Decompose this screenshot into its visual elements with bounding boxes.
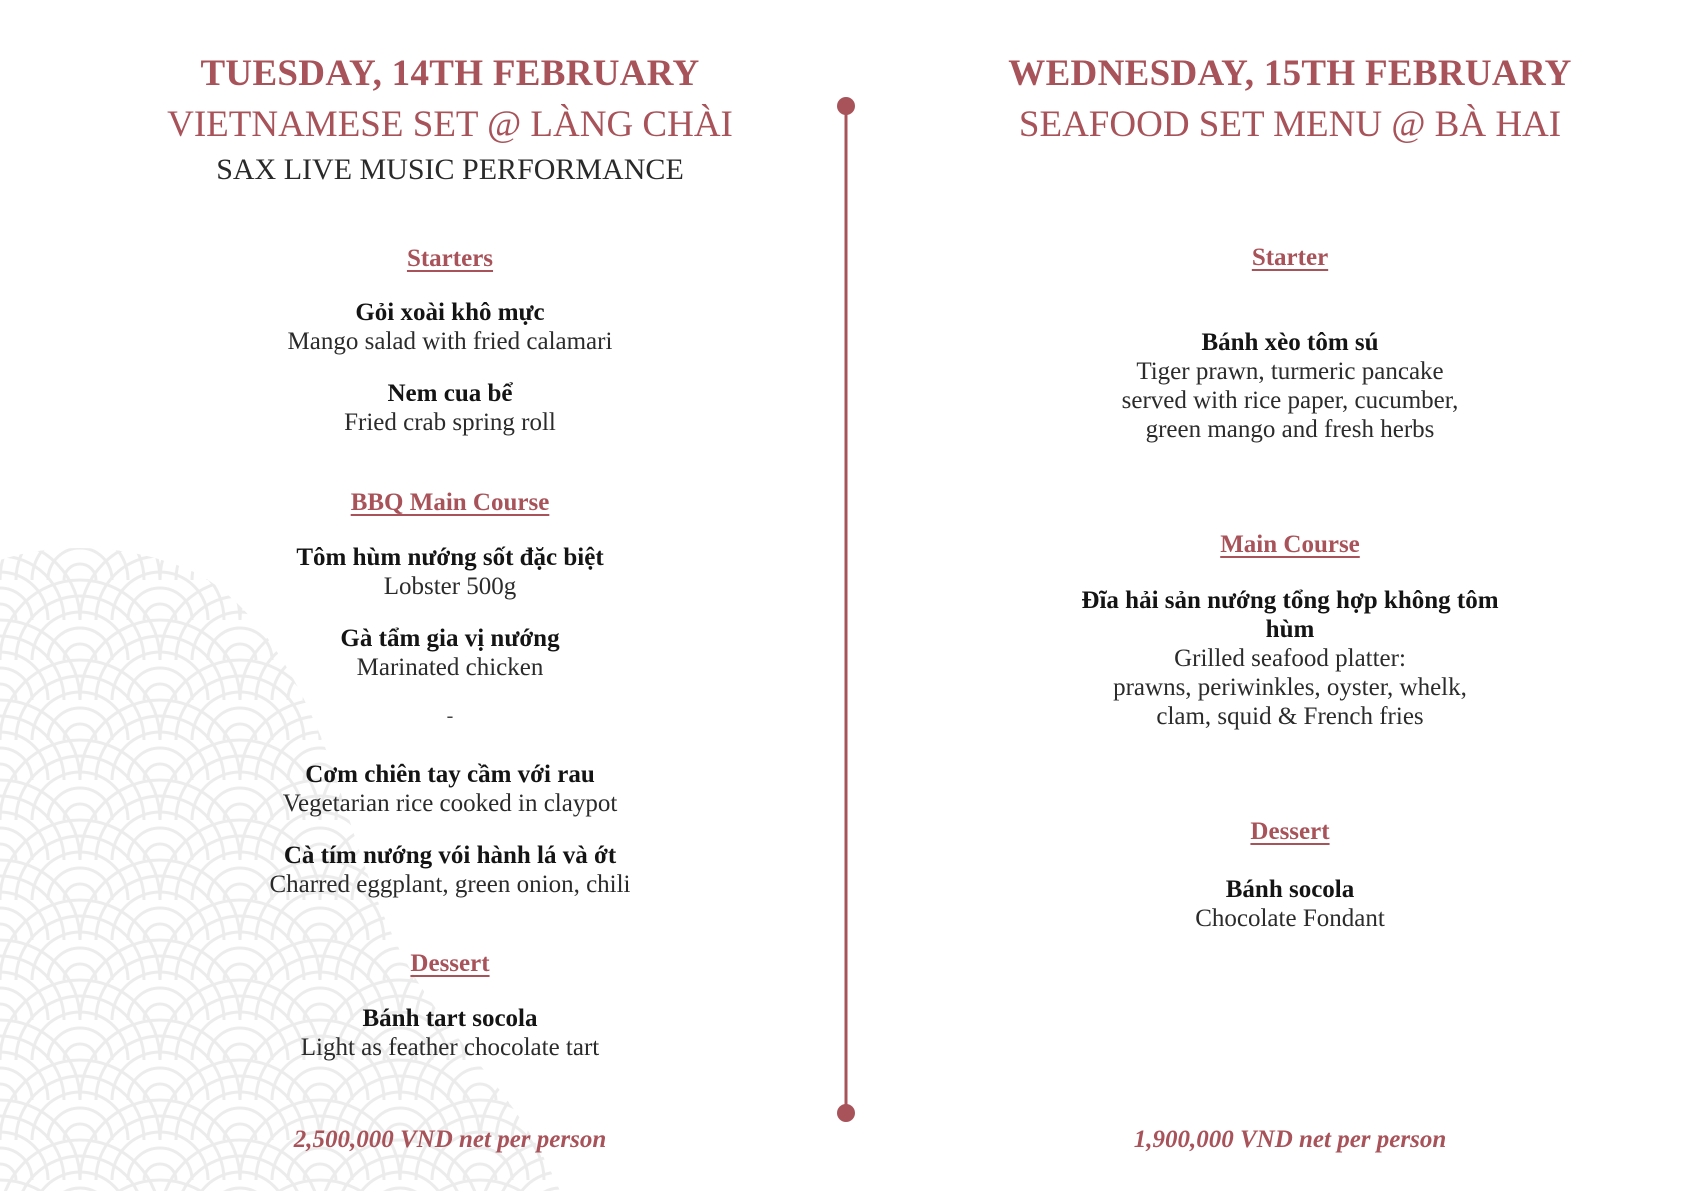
dish-name-en: Marinated chicken (356, 654, 544, 681)
bbq-main-course-heading: BBQ Main Course (350, 489, 550, 516)
dish-name-en: Light as feather chocolate tart (300, 1034, 600, 1061)
dish-name-en: Chocolate Fondant (1195, 905, 1385, 932)
dish-name-vn: Gà tẩm gia vị nướng (340, 625, 560, 652)
starter-heading: Starter (1251, 244, 1329, 271)
dish-name-en: Tiger prawn, turmeric pancake (1136, 358, 1444, 385)
left-venue-heading: VIETNAMESE SET @ LÀNG CHÀI (167, 104, 733, 145)
dish-item (150, 379, 750, 437)
dish-name-en: clam, squid & French fries (1156, 703, 1424, 730)
right-dessert-heading: Dessert (1250, 818, 1330, 845)
dish-item (980, 328, 1600, 444)
dish-name-vn: Bánh xèo tôm sú (1201, 329, 1379, 356)
dish-name-vn: Gỏi xoài khô mực (355, 299, 545, 326)
dish-name-vn: Nem cua bể (387, 380, 513, 407)
dish-name-vn: Bánh tart socola (362, 1005, 538, 1032)
dish-name-vn: Đĩa hải sản nướng tổng hợp không tôm (1081, 587, 1499, 614)
left-price: 2,500,000 VND net per person (293, 1126, 607, 1153)
right-menu-column (980, 0, 1600, 1191)
right-price: 1,900,000 VND net per person (1133, 1126, 1447, 1153)
dish-name-vn: hùm (1265, 616, 1315, 643)
left-date-heading: TUESDAY, 14TH FEBRUARY (200, 53, 700, 94)
divider-bottom-dot (837, 1104, 855, 1122)
course-separator: - (446, 705, 454, 727)
dish-name-en: Charred eggplant, green onion, chili (269, 871, 631, 898)
dish-name-vn: Cà tím nướng vói hành lá và ớt (283, 842, 617, 869)
dish-name-en: Vegetarian rice cooked in claypot (282, 790, 618, 817)
dish-name-en: Lobster 500g (383, 573, 517, 600)
dish-name-en: prawns, periwinkles, oyster, whelk, (1113, 674, 1467, 701)
main-course-heading: Main Course (1220, 531, 1360, 558)
right-venue-heading: SEAFOOD SET MENU @ BÀ HAI (1018, 104, 1562, 145)
dish-item (150, 760, 750, 818)
left-dessert-heading: Dessert (410, 950, 490, 977)
dish-item (150, 1004, 750, 1062)
starters-heading: Starters (406, 245, 494, 272)
right-date-heading: WEDNESDAY, 15TH FEBRUARY (1008, 53, 1572, 94)
music-performance-line: SAX LIVE MUSIC PERFORMANCE (216, 153, 684, 186)
dish-item (980, 586, 1600, 731)
dish-item (150, 624, 750, 682)
dish-name-en: served with rice paper, cucumber, (1121, 387, 1459, 414)
dish-name-vn: Cơm chiên tay cầm với rau (305, 761, 595, 788)
dish-item (150, 543, 750, 601)
dish-name-en: green mango and fresh herbs (1145, 416, 1435, 443)
dish-name-vn: Tôm hùm nướng sốt đặc biệt (296, 544, 604, 571)
dish-name-en: Grilled seafood platter: (1174, 645, 1406, 672)
divider-top-dot (837, 97, 855, 115)
dish-name-en: Mango salad with fried calamari (287, 328, 613, 355)
dish-name-vn: Bánh socola (1225, 876, 1355, 903)
left-menu-column (150, 0, 750, 1191)
dish-item (980, 875, 1600, 933)
dish-item (150, 298, 750, 356)
dish-name-en: Fried crab spring roll (344, 409, 556, 436)
dish-item (150, 841, 750, 899)
